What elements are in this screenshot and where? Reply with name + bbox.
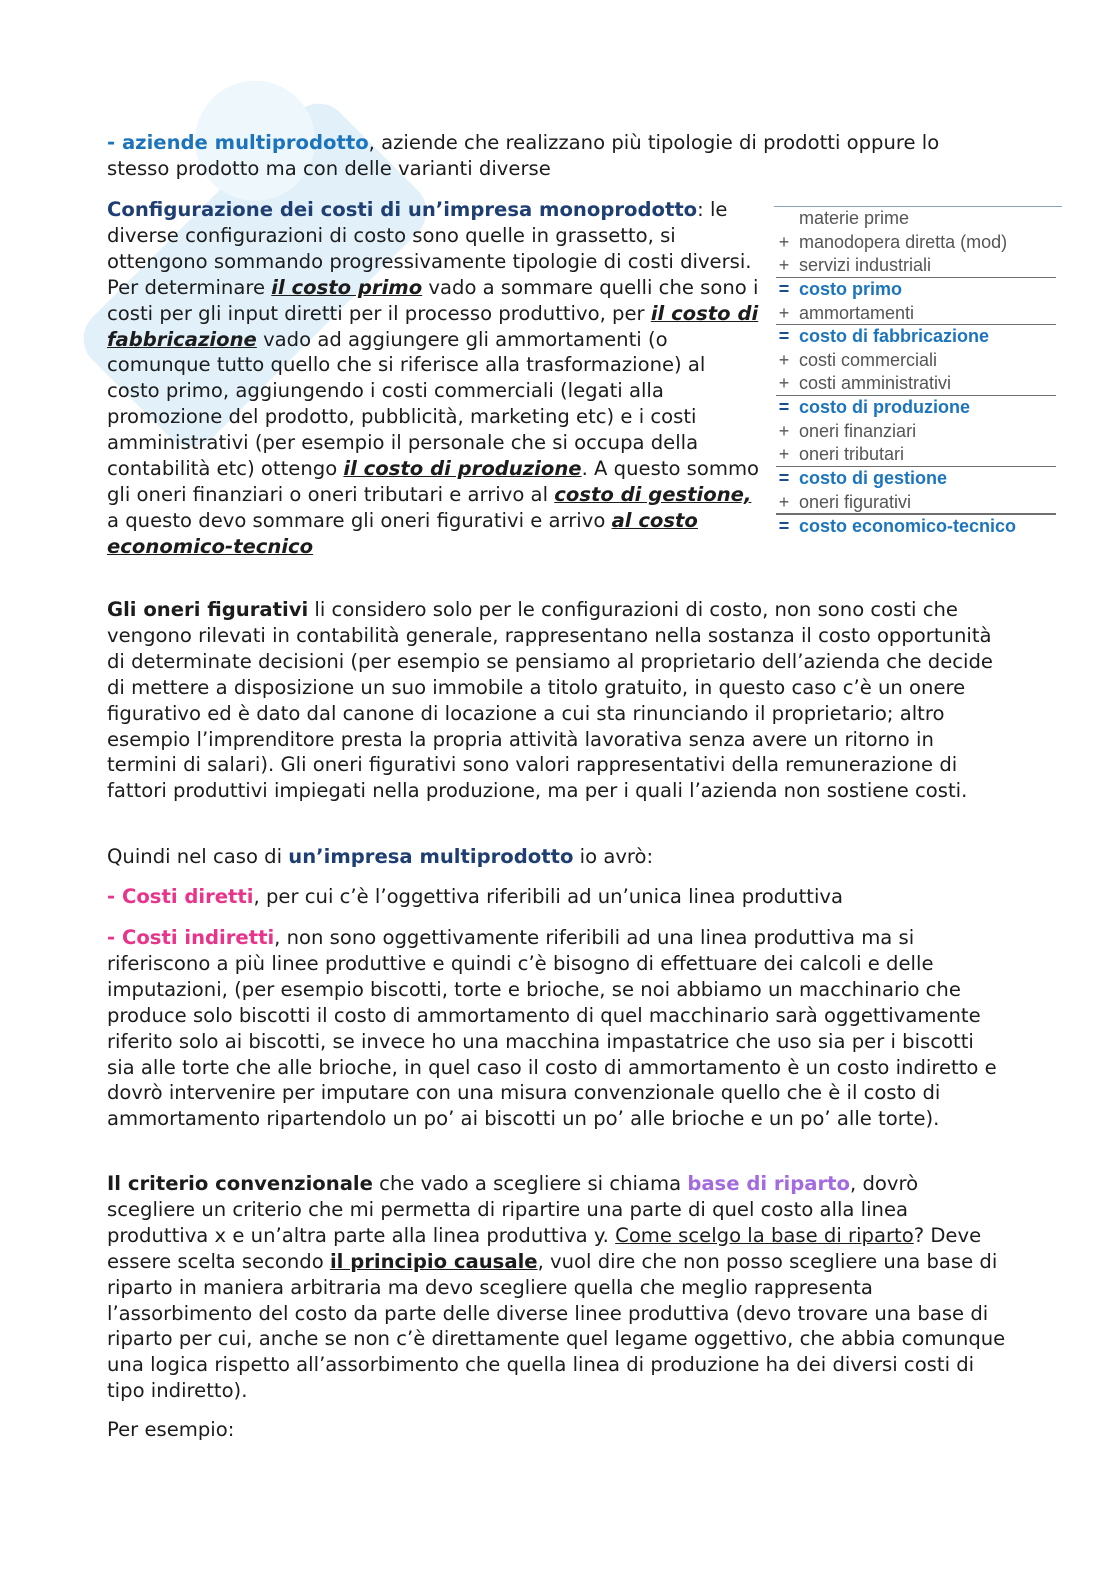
costi-indiretti-text: , non sono oggettivamente riferibili ad una linea produttiva ma si riferiscono a più linee produttive e quindi c’è bisogno di effettuare dei calcoli e delle imputazioni, (per esempio biscotti, torte e brioche, se noi abbiamo un macchinario che produce solo biscotti il costo di ammortamento di quel macchinario sarà oggettivamente riferito solo ai biscotti, se invece ho una macchina impastatrice che uso sia per i biscotti sia alle torte che alle brioche, in quel caso il costo di ammortamento è un costo indiretto e dovrò intervenire per imputare con una misura convenzionale quello che è il costo di ammortamento ripartendolo un po’ ai biscotti un po’ alle brioche e un po’ alle torte). [107, 926, 997, 1131]
cost-row [774, 420, 1062, 444]
multi-pre: Quindi nel caso di [107, 845, 289, 868]
cost-total-row [774, 278, 1062, 302]
cost-total-row [774, 325, 1062, 349]
cost-label: costi commerciali [799, 349, 938, 370]
cost-operator: + [778, 302, 790, 323]
multiprodotto-paragraph [107, 844, 1007, 870]
costi-diretti-term: - Costi diretti [107, 885, 254, 908]
cost-row [774, 491, 1062, 515]
cost-operator: + [778, 420, 790, 441]
criterio-text-2: , dovrò scegliere un criterio che mi permetta di ripartire una parte di quel costo alla linea produttiva x e un’altra parte alla linea produttiva y. [107, 1172, 919, 1247]
cost-label: servizi industriali [799, 255, 932, 275]
criterio-text-4: , vuol dire che non posso scegliere una base di riparto in maniera arbitraria ma devo scegliere quella che meglio rappresenta l’assorbimento del costo da parte delle diverse linee produttiva (devo trovare una base di riparto per cui, anche se non c’è direttamente quel legame oggettivo, che abbia comunque una logica rispetto all’assorbimento che quella linea di produzione ha dei diversi costi di tipo indiretto). [107, 1249, 1006, 1403]
cost-operator: + [778, 491, 790, 512]
cost-operator: = [778, 516, 790, 536]
config-paragraph [107, 197, 760, 560]
cost-label: oneri tributari [799, 444, 905, 464]
intro-paragraph [107, 130, 1007, 182]
cost-row [774, 302, 1062, 326]
criterio-paragraph [107, 1171, 1007, 1404]
cost-operator: = [778, 326, 790, 346]
config-text-1: : le diverse configurazioni di costo sono quelle in grassetto, si ottengono sommando progressivamente tipologie di costi diversi. Per determinare [107, 198, 752, 299]
oneri-paragraph [107, 597, 1007, 804]
criterio-text-3: ? Deve essere scelta secondo [107, 1223, 982, 1273]
intro-text: , aziende che realizzano più tipologie di prodotti oppure lo stesso prodotto ma con delle varianti diverse [107, 131, 940, 180]
cost-row [774, 443, 1062, 467]
cost-configuration-table [774, 206, 1062, 539]
costi-diretti-text: , per cui c’è l’oggettiva riferibili ad un’unica linea produttiva [253, 885, 844, 908]
cost-total-label: costo primo [799, 279, 903, 299]
cost-operator: + [778, 231, 790, 252]
kw-costo-gestione: costo di gestione, [554, 482, 752, 506]
base-di-riparto-term: base di riparto [687, 1172, 851, 1195]
criterio-text-1: che vado a scegliere si chiama [372, 1172, 688, 1195]
criterio-term: Il criterio convenzionale [107, 1172, 373, 1195]
cost-total-label: costo economico-tecnico [799, 516, 1017, 536]
multi-term: un’impresa multiprodotto [288, 845, 574, 868]
cost-row [774, 372, 1062, 396]
config-text-3: vado ad aggiungere gli ammortamenti (o comunque tutto quello che si riferisce alla trasformazione) al costo primo, aggiungendo i costi commerciali (legati alla promozione del prodotto, pubblicità, marketing etc) e i costi amministrativi (per esempio il personale che si occupa della contabilità etc) ottengo [107, 327, 706, 481]
costi-indiretti-paragraph [107, 925, 1007, 1132]
cost-operator: + [778, 349, 790, 370]
config-text-2: vado a sommare quelli che sono i costi per gli input diretti per il processo produttivo, per [107, 275, 759, 325]
cost-row [774, 254, 1062, 278]
config-text-5: a questo devo sommare gli oneri figurativi e arrivo [107, 508, 612, 532]
costi-indiretti-term: - Costi indiretti [107, 926, 275, 949]
example-paragraph: Per esempio: [107, 1418, 235, 1441]
cost-row [774, 349, 1062, 373]
kw-costo-produzione: il costo di produzione [343, 457, 582, 481]
cost-operator: = [778, 468, 790, 488]
cost-row [774, 207, 1062, 231]
cost-total-label: costo di gestione [799, 468, 948, 488]
criterio-question: Come scelgo la base di riparto [615, 1223, 914, 1247]
cost-label: manodopera diretta (mod) [799, 231, 1008, 252]
kw-costo-fabbricazione: il costo di fabbricazione [107, 301, 759, 351]
cost-label: materie prime [799, 208, 910, 228]
cost-total-row [774, 396, 1062, 420]
config-text-4: . A questo sommo gli oneri finanziari o oneri tributari e arrivo al [107, 457, 760, 506]
config-title: Configurazione dei costi di un’impresa monoprodotto [107, 198, 698, 221]
cost-total-label: costo di fabbricazione [799, 326, 990, 346]
cost-label: oneri finanziari [799, 420, 917, 441]
cost-total-row [774, 515, 1062, 539]
cost-operator: = [778, 279, 790, 299]
intro-term: - aziende multiprodotto [107, 131, 369, 154]
oneri-term: Gli oneri figurativi [107, 598, 309, 621]
principio-causale-term: il principio causale [329, 1249, 538, 1273]
cost-operator: + [778, 255, 790, 275]
cost-label: oneri figurativi [799, 491, 912, 512]
cost-operator: + [778, 444, 790, 464]
cost-operator: = [778, 397, 790, 417]
cost-row [774, 231, 1062, 255]
cost-total-row [774, 467, 1062, 491]
cost-label: ammortamenti [799, 302, 915, 323]
costi-diretti-paragraph [107, 884, 1007, 910]
cost-operator: + [778, 373, 790, 393]
multi-post: io avrò: [573, 845, 654, 868]
kw-costo-economico-tecnico: al costo economico-tecnico [107, 508, 698, 558]
kw-costo-primo: il costo primo [271, 275, 423, 299]
cost-total-label: costo di produzione [799, 397, 970, 417]
oneri-text: li considero solo per le configurazioni di costo, non sono costi che vengono rilevati in contabilità generale, rappresentano nella sostanza il costo opportunità di determinate decisioni (per esempio se pensiamo al proprietario dell’azienda che decide di mettere a disposizione un suo immobile a titolo gratuito, in questo caso c’è un onere figurativo ed è dato dal canone di locazione a cui sta rinunciando il proprietario; altro esempio l’imprenditore presta la propria attività lavorativa senza avere un ritorno in termini di salari). Gli oneri figurativi sono valori rappresentativi della remunerazione di fattori produttivi impiegati nella produzione, ma per i quali l’azienda non sostiene costi. [107, 598, 993, 803]
cost-label: costi amministrativi [799, 373, 952, 393]
